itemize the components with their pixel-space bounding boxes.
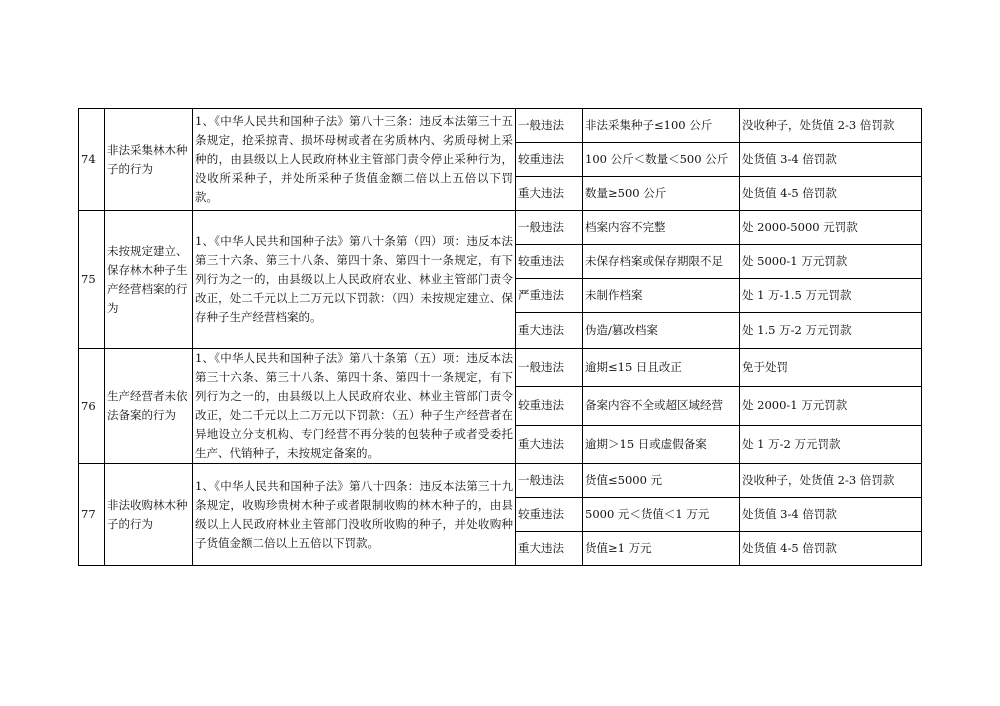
circumstance: 逾期＞15 日或虚假备案 xyxy=(583,425,740,463)
penalty-standard: 没收种子，处货值 2-3 倍罚款 xyxy=(740,464,922,498)
table-row xyxy=(79,109,922,143)
circumstance: 备案内容不全或超区域经营 xyxy=(583,387,740,425)
severity-level: 重大违法 xyxy=(516,177,583,211)
penalty-standard: 处货值 4-5 倍罚款 xyxy=(740,177,922,211)
circumstance: 非法采集种子≤100 公斤 xyxy=(583,109,740,143)
item-number: 76 xyxy=(79,349,105,464)
penalty-standard: 处货值 4-5 倍罚款 xyxy=(740,532,922,566)
circumstance: 货值≥1 万元 xyxy=(583,532,740,566)
penalty-standard: 处 2000-1 万元罚款 xyxy=(740,387,922,425)
severity-level: 严重违法 xyxy=(516,279,583,313)
severity-level: 重大违法 xyxy=(516,425,583,463)
circumstance: 5000 元＜货值＜1 万元 xyxy=(583,498,740,532)
penalty-standard: 处货值 3-4 倍罚款 xyxy=(740,498,922,532)
severity-level: 较重违法 xyxy=(516,498,583,532)
penalty-standard: 处货值 3-4 倍罚款 xyxy=(740,143,922,177)
severity-level: 重大违法 xyxy=(516,313,583,349)
circumstance: 逾期≤15 日且改正 xyxy=(583,349,740,387)
circumstance: 数量≥500 公斤 xyxy=(583,177,740,211)
table-row xyxy=(79,211,922,245)
violation-name: 生产经营者未依法备案的行为 xyxy=(105,349,193,464)
penalty-standard: 处 2000-5000 元罚款 xyxy=(740,211,922,245)
severity-level: 重大违法 xyxy=(516,532,583,566)
severity-level: 一般违法 xyxy=(516,109,583,143)
penalty-standard: 没收种子，处货值 2-3 倍罚款 xyxy=(740,109,922,143)
circumstance: 未保存档案或保存期限不足 xyxy=(583,245,740,279)
penalty-standard: 处 1 万-2 万元罚款 xyxy=(740,425,922,463)
severity-level: 一般违法 xyxy=(516,464,583,498)
penalty-standards-table xyxy=(78,108,922,566)
severity-level: 一般违法 xyxy=(516,349,583,387)
item-number: 75 xyxy=(79,211,105,349)
circumstance: 货值≤5000 元 xyxy=(583,464,740,498)
severity-level: 较重违法 xyxy=(516,143,583,177)
violation-name: 非法收购林木种子的行为 xyxy=(105,464,193,566)
penalty-standard: 处 5000-1 万元罚款 xyxy=(740,245,922,279)
severity-level: 一般违法 xyxy=(516,211,583,245)
circumstance: 未制作档案 xyxy=(583,279,740,313)
violation-name: 非法采集林木种子的行为 xyxy=(105,109,193,211)
circumstance: 档案内容不完整 xyxy=(583,211,740,245)
table-row xyxy=(79,349,922,387)
penalty-standard: 处 1 万-1.5 万元罚款 xyxy=(740,279,922,313)
legal-basis: 1、《中华人民共和国种子法》第八十四条：违反本法第三十九条规定，收购珍贵树木种子或者限制收购的林木种子的，由县级以上人民政府林业主管部门没收所收购的种子，并处收购种子货值金额二倍以上五倍以下罚款。 xyxy=(193,464,516,566)
legal-basis: 1、《中华人民共和国种子法》第八十三条：违反本法第三十五条规定，抢采掠青、损坏母树或者在劣质林内、劣质母树上采种的，由县级以上人民政府林业主管部门责令停止采种行为，没收所采种子，并处所采种子货值金额二倍以上五倍以下罚款。 xyxy=(193,109,516,211)
penalty-standard: 免于处罚 xyxy=(740,349,922,387)
violation-name: 未按规定建立、保存林木种子生产经营档案的行为 xyxy=(105,211,193,349)
severity-level: 较重违法 xyxy=(516,387,583,425)
penalty-standard: 处 1.5 万-2 万元罚款 xyxy=(740,313,922,349)
circumstance: 伪造/篡改档案 xyxy=(583,313,740,349)
item-number: 74 xyxy=(79,109,105,211)
item-number: 77 xyxy=(79,464,105,566)
circumstance: 100 公斤＜数量＜500 公斤 xyxy=(583,143,740,177)
legal-basis: 1、《中华人民共和国种子法》第八十条第（四）项：违反本法第三十六条、第三十八条、第四十条、第四十一条规定，有下列行为之一的，由县级以上人民政府农业、林业主管部门责令改正，处二千元以上二万元以下罚款：（四）未按规定建立、保存种子生产经营档案的。 xyxy=(193,211,516,349)
severity-level: 较重违法 xyxy=(516,245,583,279)
table-row xyxy=(79,464,922,498)
legal-basis: 1、《中华人民共和国种子法》第八十条第（五）项：违反本法第三十六条、第三十八条、第四十条、第四十一条规定，有下列行为之一的，由县级以上人民政府农业、林业主管部门责令改正，处二千元以上二万元以下罚款：（五）种子生产经营者在异地设立分支机构、专门经营不再分装的包装种子或者受委托生产、代销种子，未按规定备案的。 xyxy=(193,349,516,464)
